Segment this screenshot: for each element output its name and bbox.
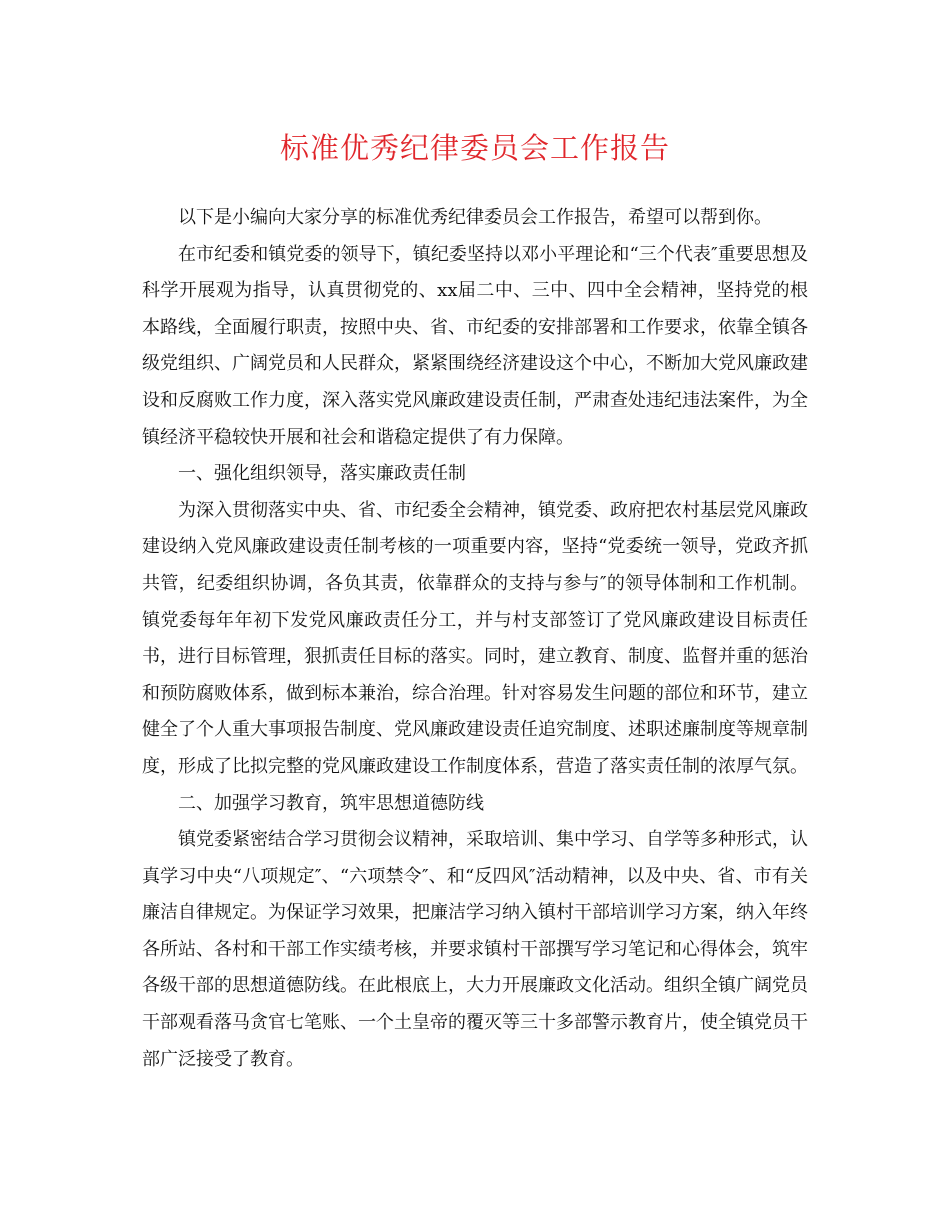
intro-paragraph: 以下是小编向大家分享的标准优秀纪律委员会工作报告，希望可以帮到你。: [178, 207, 772, 228]
section-1-paragraph: 为深入贯彻落实中央、省、市纪委全会精神，镇党委、政府把农村基层党风廉政建设纳入党风廉政建设责任制考核的一项重要内容，坚持“党委统一领导，党政齐抓共管，纪委组织协调，各负其责，依靠群众的支持与参与″的领导体制和工作机制。镇党委每年年初下发党风廉政责任分工，并与村支部签订了党风廉政建设目标责任书，进行目标管理，狠抓责任目标的落实。同时，建立教育、制度、监督并重的惩治和预防腐败体系，做到标本兼治，综合治理。针对容易发生问题的部位和环节，建立健全了个人重大事项报告制度、党风廉政建设责任追究制度、述职述廉制度等规章制度，形成了比拟完整的党风廉政建设工作制度体系，营造了落实责任制的浓厚气氛。: [142, 499, 808, 777]
document-body: [142, 200, 808, 1078]
section-heading-2: 二、加强学习教育，筑牢思想道德防线: [178, 792, 484, 814]
overview-paragraph: 在市纪委和镇党委的领导下，镇纪委坚持以邓小平理论和“三个代表″重要思想及科学开展观为指导，认真贯彻党的、xx届二中、三中、四中全会精神，坚持党的根本路线，全面履行职责，按照中央、省、市纪委的安排部署和工作要求，依靠全镇各级党组织、广阔党员和人民群众，紧紧围绕经济建设这个中心，不断加大党风廉政建设和反腐败工作力度，深入落实党风廉政建设责任制，严肃查处违纪违法案件，为全镇经济平稳较快开展和社会和谐稳定提供了有力保障。: [142, 243, 808, 448]
document-title: 标准优秀纪律委员会工作报告: [279, 131, 670, 165]
section-2-paragraph: 镇党委紧密结合学习贯彻会议精神，采取培训、集中学习、自学等多种形式，认真学习中央“八项规定″、“六项禁令″、和“反四风″活动精神，以及中央、省、市有关廉洁自律规定。为保证学习效果，把廉洁学习纳入镇村干部培训学习方案，纳入年终各所站、各村和干部工作实绩考核，并要求镇村干部撰写学习笔记和心得体会，筑牢各级干部的思想道德防线。在此根底上，大力开展廉政文化活动。组织全镇广阔党员干部观看落马贪官七笔账、一个土皇帝的覆灭等三十多部警示教育片，使全镇党员干部广泛接受了教育。: [142, 829, 808, 1070]
section-heading-1: 一、强化组织领导，落实廉政责任制: [178, 463, 466, 485]
